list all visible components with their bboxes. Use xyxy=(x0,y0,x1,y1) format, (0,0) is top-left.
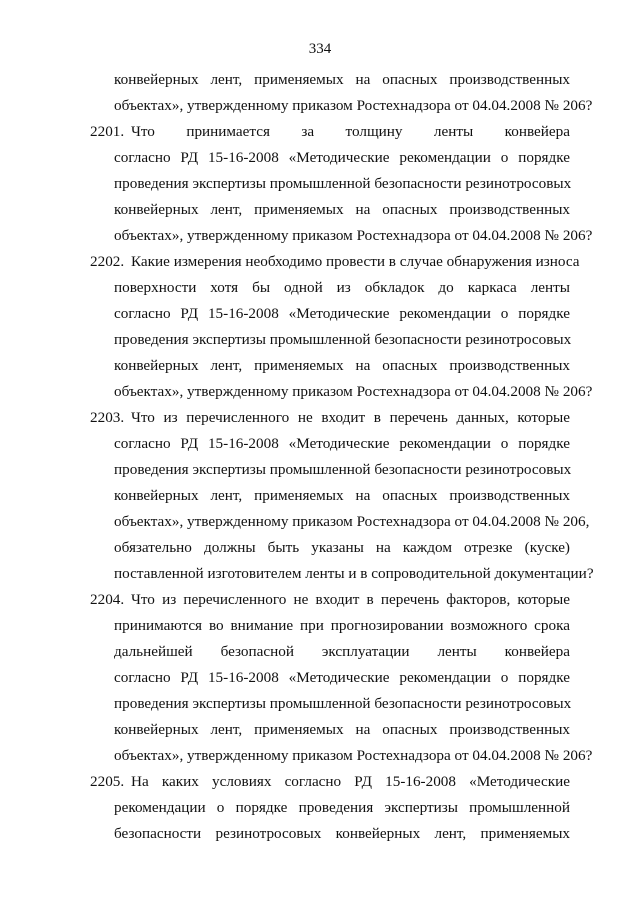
question-number: 2205. xyxy=(90,773,125,790)
text-line: Что из перечисленного не входит в перечень данных, которые xyxy=(131,409,570,426)
text-line: объектах», утвержденному приказом Ростехнадзора от 04.04.2008 № 206? xyxy=(114,227,593,244)
text-line: Что из перечисленного не входит в перечень факторов, которые xyxy=(131,591,570,608)
question-number: 2201. xyxy=(90,123,125,140)
text-line: конвейерных лент, применяемых на опасных производственных xyxy=(114,71,570,88)
text-line: Какие измерения необходимо провести в случае обнаружения износа xyxy=(131,253,580,270)
text-line: конвейерных лент, применяемых на опасных производственных xyxy=(114,201,570,218)
page-number: 334 xyxy=(308,41,332,57)
text-line: конвейерных лент, применяемых на опасных производственных xyxy=(114,487,570,504)
text-line: объектах», утвержденному приказом Ростехнадзора от 04.04.2008 № 206? xyxy=(114,383,593,400)
text-line: согласно РД 15-16-2008 «Методические рекомендации о порядке xyxy=(114,305,570,322)
text-line: рекомендации о порядке проведения экспертизы промышленной xyxy=(114,799,570,816)
text-line: согласно РД 15-16-2008 «Методические рекомендации о порядке xyxy=(114,435,570,452)
text-line: дальнейшей безопасной эксплуатации ленты конвейера xyxy=(114,643,570,660)
text-line: проведения экспертизы промышленной безопасности резинотросовых xyxy=(114,175,572,192)
text-line: согласно РД 15-16-2008 «Методические рекомендации о порядке xyxy=(114,149,570,166)
question-number: 2204. xyxy=(90,591,125,608)
text-line: проведения экспертизы промышленной безопасности резинотросовых xyxy=(114,331,572,348)
text-line: объектах», утвержденному приказом Ростехнадзора от 04.04.2008 № 206, xyxy=(114,513,590,530)
text-line: поставленной изготовителем ленты и в сопроводительной документации? xyxy=(114,565,594,582)
text-line: согласно РД 15-16-2008 «Методические рекомендации о порядке xyxy=(114,669,570,686)
text-line: поверхности хотя бы одной из обкладок до каркаса ленты xyxy=(114,279,570,296)
text-line: безопасности резинотросовых конвейерных лент, применяемых xyxy=(114,825,570,842)
text-line: обязательно должны быть указаны на каждом отрезке (куске) xyxy=(114,539,570,556)
question-number: 2202. xyxy=(90,253,125,270)
text-line: объектах», утвержденному приказом Ростехнадзора от 04.04.2008 № 206? xyxy=(114,97,593,114)
question-number: 2203. xyxy=(90,409,125,426)
text-line: конвейерных лент, применяемых на опасных производственных xyxy=(114,721,570,738)
text-line: Что принимается за толщину ленты конвейера xyxy=(131,123,570,140)
text-line: На каких условиях согласно РД 15-16-2008 «Методические xyxy=(131,773,570,790)
text-line: конвейерных лент, применяемых на опасных производственных xyxy=(114,357,570,374)
text-line: проведения экспертизы промышленной безопасности резинотросовых xyxy=(114,461,572,478)
text-line: проведения экспертизы промышленной безопасности резинотросовых xyxy=(114,695,572,712)
text-line: принимаются во внимание при прогнозировании возможного срока xyxy=(114,617,570,634)
text-line: объектах», утвержденному приказом Ростехнадзора от 04.04.2008 № 206? xyxy=(114,747,593,764)
